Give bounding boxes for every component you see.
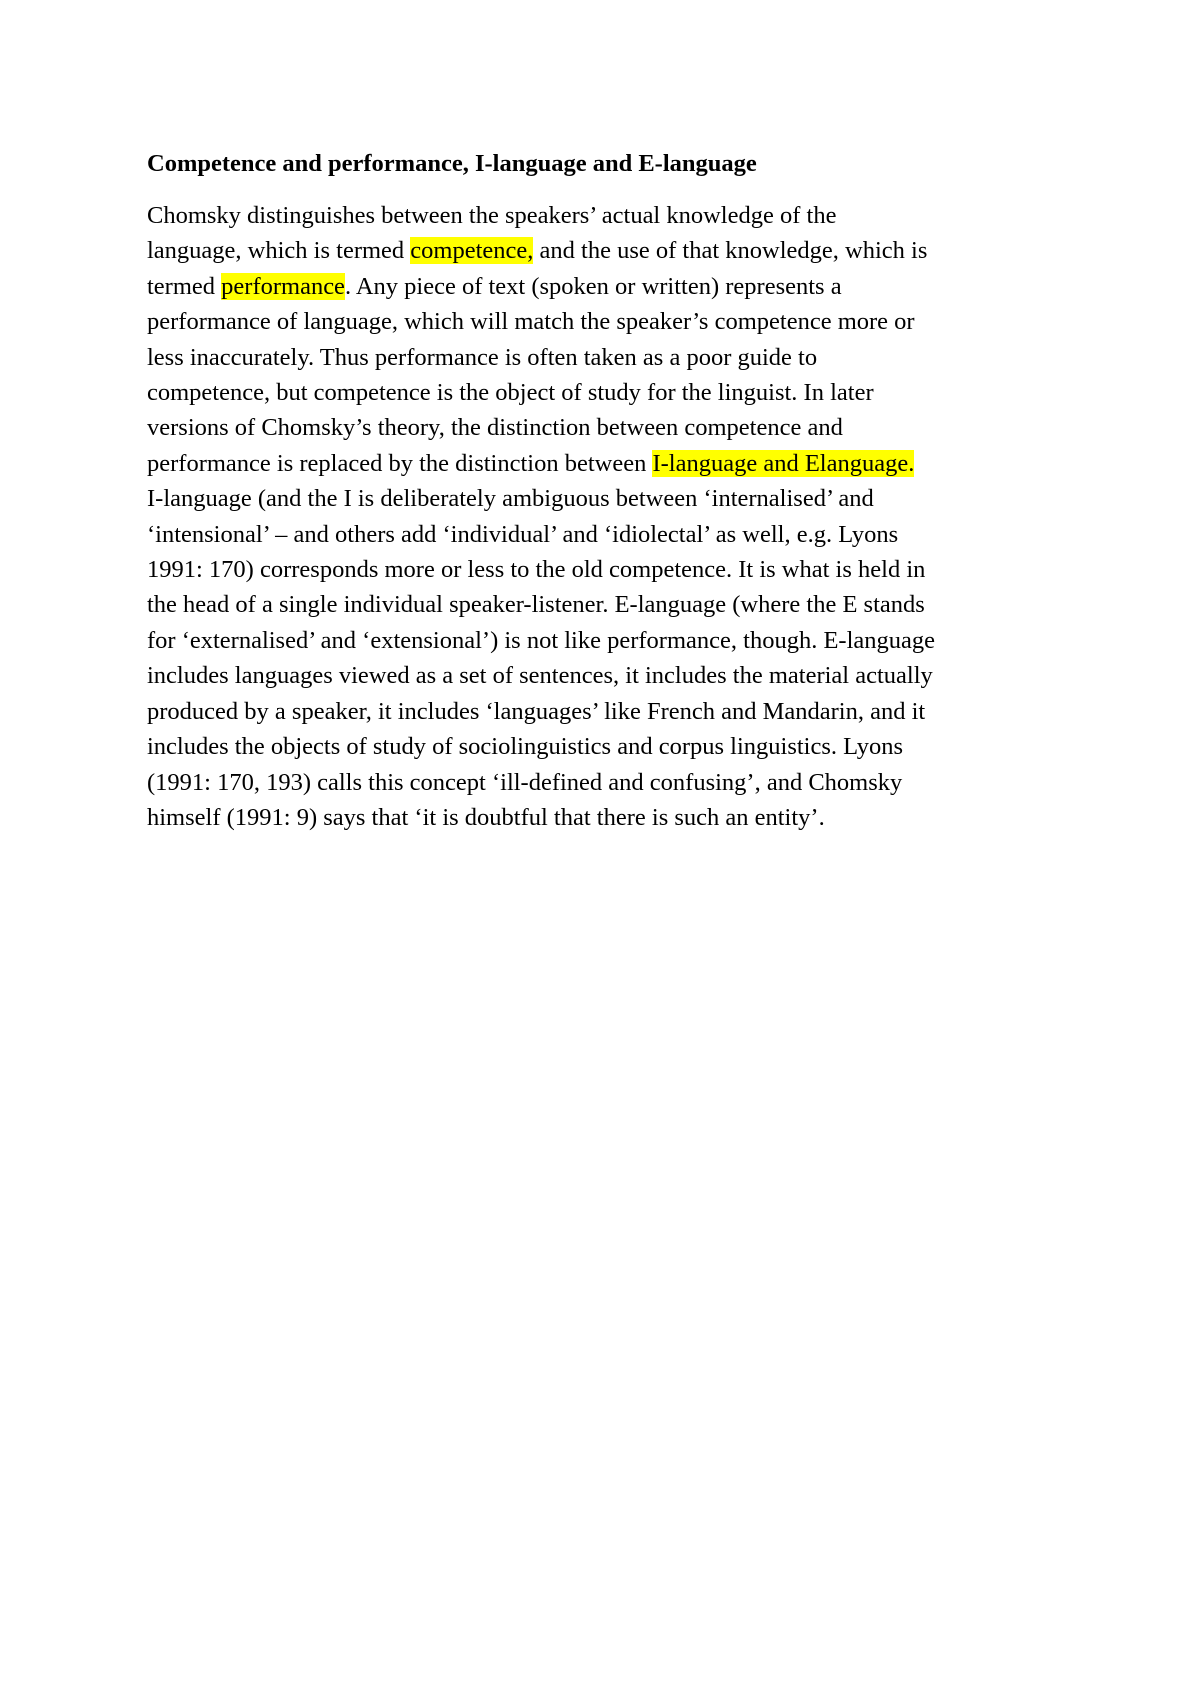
paragraph-line <box>147 446 1077 481</box>
document-paragraph <box>147 198 1077 835</box>
paragraph-line: for ‘externalised’ and ‘extensional’) is not like performance, though. E-language <box>147 626 936 654</box>
paragraph-line: versions of Chomsky’s theory, the distinction between competence and <box>147 414 843 442</box>
paragraph-line: includes the objects of study of sociolinguistics and corpus linguistics. Lyons <box>147 733 904 761</box>
paragraph-line: 1991: 170) corresponds more or less to the old competence. It is what is held in <box>147 556 926 584</box>
paragraph-line: competence, but competence is the object of study for the linguist. In later <box>147 379 874 407</box>
paragraph-line <box>147 269 1077 304</box>
paragraph-line: (1991: 170, 193) calls this concept ‘ill-defined and confusing’, and Chomsky <box>147 768 903 796</box>
paragraph-line <box>147 233 1077 268</box>
paragraph-line: includes languages viewed as a set of sentences, it includes the material actually <box>147 662 933 690</box>
paragraph-line: Chomsky distinguishes between the speakers’ actual knowledge of the <box>147 202 837 229</box>
text-run: language, which is termed <box>147 237 411 265</box>
text-run: performance is replaced by the distinction between <box>147 449 653 477</box>
highlight-i-language: I-language and Elanguage. <box>652 449 915 477</box>
document-title: Competence and performance, I-language and E-language <box>147 150 757 177</box>
highlight-performance: performance <box>221 272 345 300</box>
paragraph-line: produced by a speaker, it includes ‘languages’ like French and Mandarin, and it <box>147 697 926 725</box>
paragraph-line: less inaccurately. Thus performance is often taken as a poor guide to <box>147 343 818 371</box>
paragraph-line: ‘intensional’ – and others add ‘individual’ and ‘idiolectal’ as well, e.g. Lyons <box>147 520 899 548</box>
highlight-competence: competence, <box>410 237 534 265</box>
paragraph-line: the head of a single individual speaker-listener. E-language (where the E stands <box>147 591 925 619</box>
paragraph-line: performance of language, which will match the speaker’s competence more or <box>147 308 915 336</box>
text-run: and the use of that knowledge, which is <box>533 237 928 265</box>
paragraph-line: I-language (and the I is deliberately ambiguous between ‘internalised’ and <box>147 485 874 513</box>
text-run: termed <box>147 272 222 300</box>
text-run: . Any piece of text (spoken or written) represents a <box>344 272 842 300</box>
paragraph-line: himself (1991: 9) says that ‘it is doubtful that there is such an entity’. <box>147 803 825 831</box>
